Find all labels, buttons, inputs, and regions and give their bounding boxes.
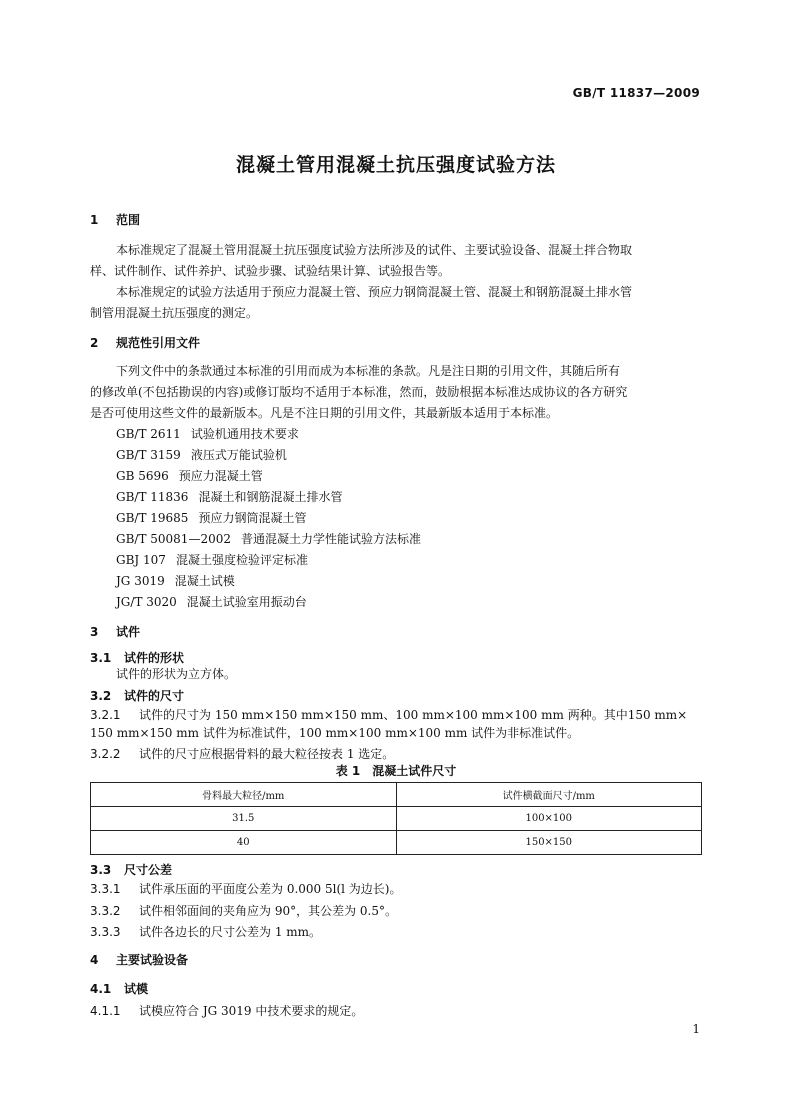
section-3-heading (90, 623, 140, 640)
table-cell: 40 (91, 831, 397, 855)
table-header-row (91, 783, 702, 807)
reference-name: 普通混凝土力学性能试验方法标准 (240, 532, 421, 546)
reference-code: GB 5696 (116, 469, 169, 483)
clause-number: 4.1.1 (90, 1004, 121, 1018)
table-header-cell: 试件横截面尺寸/mm (396, 783, 702, 807)
section-title: 规范性引用文件 (116, 336, 201, 350)
reference-name: 预应力混凝土管 (178, 469, 263, 483)
section-number: 3 (90, 625, 99, 639)
paragraph-line: 是否可使用这些文件的最新版本。凡是不注日期的引用文件，其最新版本适用于本标准。 (90, 406, 559, 420)
section-number: 2 (90, 336, 99, 350)
section-number: 4 (90, 953, 99, 967)
reference-name: 混凝土和钢筋混凝土排水管 (198, 490, 343, 504)
reference-name: 混凝土试验室用振动台 (186, 595, 307, 609)
reference-item (116, 509, 306, 526)
clause-text: 试件相邻面间的夹角应为 90°，其公差为 0.5°。 (139, 904, 397, 918)
section-4-heading (90, 951, 188, 968)
section-2-heading (90, 334, 200, 351)
table-cell: 150×150 (396, 831, 702, 855)
reference-code: GB/T 11836 (116, 490, 189, 504)
reference-code: GB/T 2611 (116, 427, 181, 441)
reference-name: 试验机通用技术要求 (190, 427, 299, 441)
section-title: 试件 (116, 625, 141, 639)
clause-3-3-2 (90, 902, 397, 919)
reference-item (116, 425, 299, 442)
page-number: 1 (692, 1022, 700, 1036)
clause-text: 试模应符合 JG 3019 中技术要求的规定。 (139, 1004, 364, 1018)
subsection-number: 3.1 (90, 651, 112, 665)
paragraph-line: 150 mm×150 mm 试件为标准试件，100 mm×100 mm×100 mm 试件为非标准试件。 (90, 726, 580, 740)
clause-number: 3.3.3 (90, 925, 121, 939)
clause-number: 3.3.2 (90, 904, 121, 918)
clause-number: 3.2.1 (90, 708, 121, 722)
reference-code: GBJ 107 (116, 553, 166, 567)
section-number: 1 (90, 213, 99, 227)
reference-name: 液压式万能试验机 (190, 448, 287, 462)
table-row (91, 807, 702, 831)
clause-text: 试件各边长的尺寸公差为 1 mm。 (139, 925, 322, 939)
subsection-3-3-heading (90, 861, 172, 878)
table-row (91, 831, 702, 855)
subsection-title: 尺寸公差 (124, 863, 173, 877)
paragraph-line: 本标准规定的试验方法适用于预应力混凝土管、预应力钢筒混凝土管、混凝土和钢筋混凝土排水管 (116, 285, 633, 299)
reference-code: GB/T 3159 (116, 448, 181, 462)
clause-3-3-3 (90, 923, 321, 940)
clause-text: 试件承压面的平面度公差为 0.000 5l(l 为边长)。 (139, 882, 402, 896)
subsection-3-2-heading (90, 687, 184, 704)
table-cell: 31.5 (91, 807, 397, 831)
subsection-4-1-heading (90, 980, 148, 997)
paragraph-line: 的修改单(不包括勘误的内容)或修订版均不适用于本标准，然而，鼓励根据本标准达成协议的各方研究 (90, 385, 628, 399)
table-caption: 表 1 混凝土试件尺寸 (335, 764, 457, 778)
clause-3-3-1 (90, 880, 401, 897)
reference-item (116, 551, 308, 568)
reference-name: 混凝土强度检验评定标准 (175, 553, 308, 567)
table-cell: 100×100 (396, 807, 702, 831)
reference-code: GB/T 19685 (116, 511, 189, 525)
reference-item (116, 572, 235, 589)
subsection-number: 3.3 (90, 863, 112, 877)
subsection-title: 试模 (124, 982, 149, 996)
paragraph-line: 制管用混凝土抗压强度的测定。 (90, 306, 259, 320)
reference-item (116, 593, 307, 610)
table-header-cell: 骨料最大粒径/mm (91, 783, 397, 807)
clause-number: 3.3.1 (90, 882, 121, 896)
specimen-size-table (90, 782, 702, 855)
section-title: 主要试验设备 (116, 953, 189, 967)
clause-3-2-1 (90, 706, 687, 723)
subsection-title: 试件的尺寸 (124, 689, 185, 703)
paragraph-line: 样、试件制作、试件养护、试验步骤、试验结果计算、试验报告等。 (90, 264, 451, 278)
subsection-number: 4.1 (90, 982, 112, 996)
reference-item (116, 467, 263, 484)
reference-name: 混凝土试模 (174, 574, 235, 588)
section-title: 范围 (116, 213, 141, 227)
reference-code: GB/T 50081—2002 (116, 532, 231, 546)
clause-text: 试件的尺寸应根据骨料的最大粒径按表 1 选定。 (139, 747, 395, 761)
clause-4-1-1 (90, 1002, 363, 1019)
section-1-heading (90, 211, 140, 228)
paragraph-line: 本标准规定了混凝土管用混凝土抗压强度试验方法所涉及的试件、主要试验设备、混凝土拌合物取 (116, 243, 633, 257)
standard-code: GB/T 11837—2009 (572, 86, 700, 100)
reference-item (116, 488, 342, 505)
document-title: 混凝土管用混凝土抗压强度试验方法 (235, 154, 556, 176)
reference-code: JG 3019 (116, 574, 165, 588)
paragraph-line: 下列文件中的条款通过本标准的引用而成为本标准的条款。凡是注日期的引用文件，其随后所有 (116, 364, 621, 378)
clause-3-2-2 (90, 745, 394, 762)
reference-item (116, 530, 421, 547)
subsection-3-1-heading (90, 649, 184, 666)
clause-text: 试件的尺寸为 150 mm×150 mm×150 mm、100 mm×100 mm×100 mm 两种。其中150 mm× (139, 708, 688, 722)
clause-number: 3.2.2 (90, 747, 121, 761)
reference-item (116, 446, 287, 463)
subsection-title: 试件的形状 (124, 651, 185, 665)
subsection-number: 3.2 (90, 689, 112, 703)
reference-name: 预应力钢筒混凝土管 (198, 511, 307, 525)
reference-code: JG/T 3020 (116, 595, 177, 609)
paragraph-line: 试件的形状为立方体。 (116, 667, 237, 681)
